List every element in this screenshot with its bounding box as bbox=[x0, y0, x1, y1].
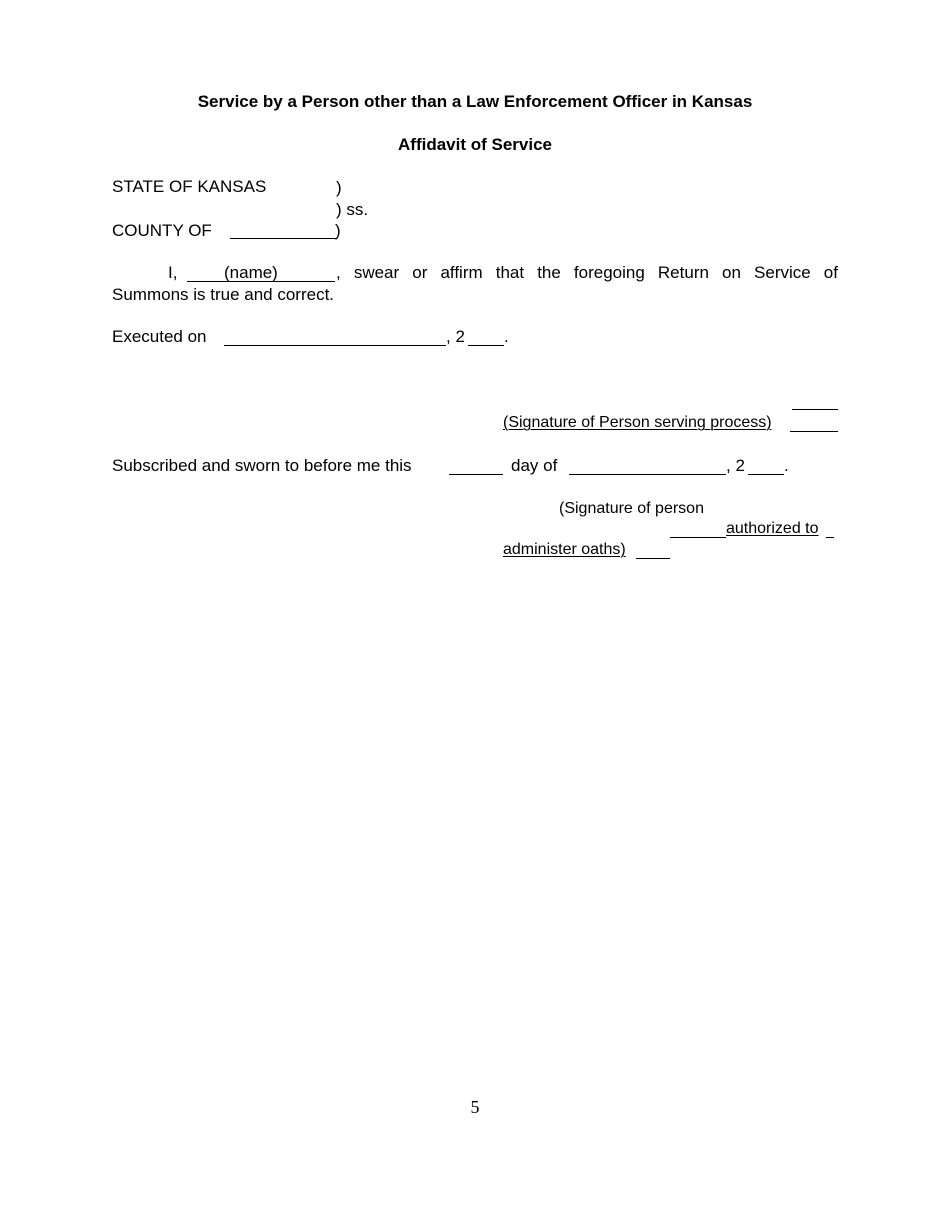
executed-year-blank[interactable] bbox=[468, 345, 504, 346]
server-signature-caption-tail bbox=[790, 431, 838, 432]
venue-paren-1: ) bbox=[336, 178, 342, 197]
notary-caption-line3: administer oaths) bbox=[503, 541, 626, 558]
subscribed-month-blank[interactable] bbox=[569, 474, 726, 475]
executed-end: . bbox=[504, 327, 509, 346]
executed-year-prefix: , 2 bbox=[446, 327, 465, 346]
notary-caption-line1: (Signature of person bbox=[559, 500, 704, 517]
county-blank[interactable] bbox=[230, 238, 336, 239]
page-number: 5 bbox=[470, 1097, 480, 1117]
server-signature-caption: (Signature of Person serving process) bbox=[503, 414, 772, 431]
document-title: Service by a Person other than a Law Enforcement Officer in Kansas bbox=[197, 92, 753, 111]
ss-label: ) ss. bbox=[336, 200, 369, 219]
state-label: STATE OF KANSAS bbox=[112, 177, 267, 196]
subscribed-label: Subscribed and sworn to before me this bbox=[112, 456, 412, 475]
oath-text-line1: , swear or affirm that the foregoing Return on Service of bbox=[336, 263, 838, 282]
subscribed-year-prefix: , 2 bbox=[726, 456, 745, 475]
notary-caption-line2-tail bbox=[826, 537, 834, 538]
executed-date-blank[interactable] bbox=[224, 345, 446, 346]
subscribed-day-blank[interactable] bbox=[449, 474, 503, 475]
name-placeholder: (name) bbox=[224, 263, 278, 282]
oath-prefix: I, bbox=[168, 263, 178, 282]
county-label: COUNTY OF bbox=[112, 221, 212, 240]
notary-caption-line2: authorized to bbox=[726, 520, 819, 537]
server-signature-line[interactable] bbox=[792, 409, 838, 410]
notary-caption-line3-tail bbox=[636, 558, 670, 559]
notary-caption-line2-lead bbox=[670, 537, 726, 538]
subscribed-end: . bbox=[784, 456, 789, 475]
document-subtitle: Affidavit of Service bbox=[398, 135, 552, 154]
subscribed-day-of: day of bbox=[511, 456, 558, 475]
venue-paren-3: ) bbox=[335, 221, 341, 240]
executed-label: Executed on bbox=[112, 327, 207, 346]
subscribed-year-blank[interactable] bbox=[748, 474, 784, 475]
oath-text-line2: Summons is true and correct. bbox=[112, 285, 335, 304]
